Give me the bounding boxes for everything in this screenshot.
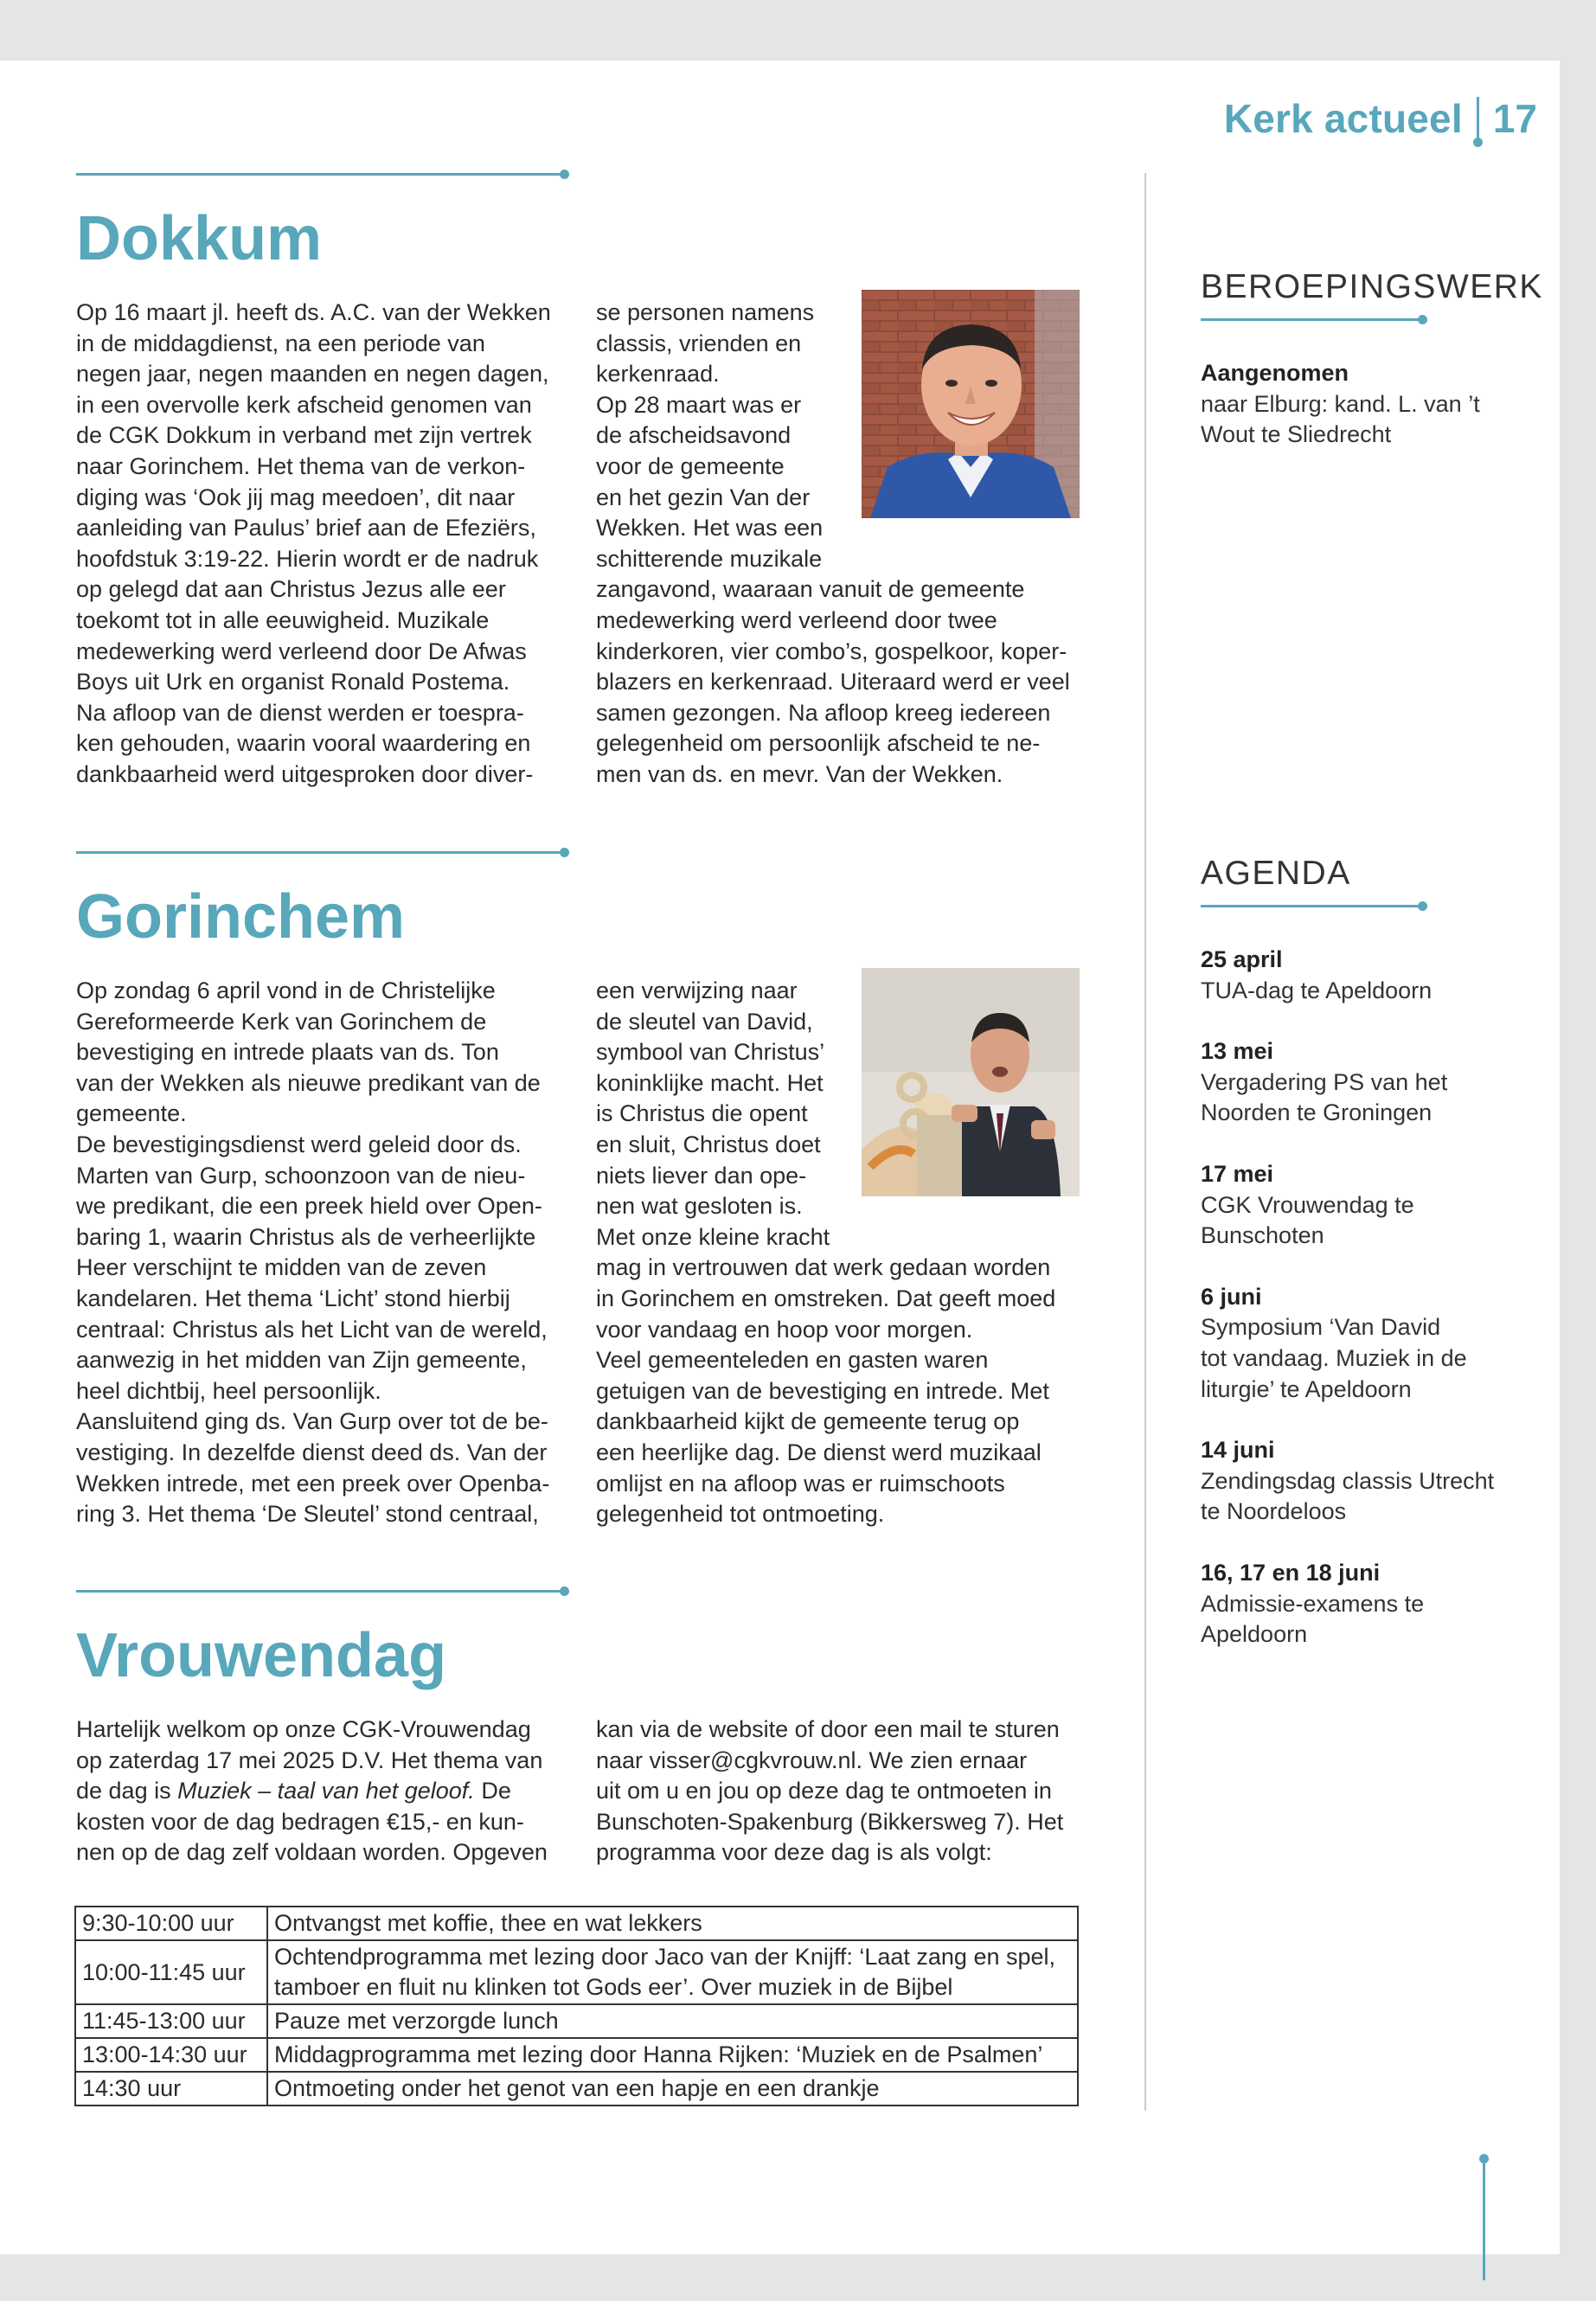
text-line: ken gehouden, waarin vooral waardering en (76, 730, 531, 757)
agenda-heading: AGENDA (1201, 855, 1351, 892)
text-line: Admissie-examens te (1201, 1590, 1425, 1617)
vrouwendag-column-1 (76, 1715, 567, 1868)
agenda-date: 17 mei (1201, 1160, 1274, 1187)
vrouwendag-title-rule (76, 1590, 566, 1593)
text-line: voor de gemeente (596, 452, 785, 479)
text-line: Op zondag 6 april vond in de Christelijke (76, 977, 496, 1003)
beroepingswerk-heading: BEROEPINGSWERK (1201, 268, 1543, 305)
agenda-item (1201, 1282, 1512, 1405)
text-line: samen gezongen. Na afloop kreeg iedereen (596, 699, 1051, 726)
agenda-date: 14 juni (1201, 1437, 1275, 1464)
text-line: een verwijzing naar (596, 977, 798, 1003)
text-line: Op 28 maart was er (596, 391, 802, 418)
schedule-time: 9:30-10:00 uur (75, 1907, 267, 1940)
text-line: gemeente. (76, 1100, 187, 1127)
agenda-item (1201, 1036, 1512, 1129)
text-line: nen op de dag zelf voldaan worden. Opgeven (76, 1839, 548, 1866)
text-line: Na afloop van de dienst werden er toespra- (76, 699, 524, 726)
schedule-activity: Middagprogramma met lezing door Hanna Rijken: ‘Muziek en de Psalmen’ (267, 2038, 1078, 2072)
vrouwendag-column-2 (596, 1715, 1087, 1868)
text-line: kerkenraad. (596, 361, 720, 388)
preaching-photo (862, 968, 1080, 1196)
schedule-time: 10:00-11:45 uur (75, 1940, 267, 2004)
agenda-date: 16, 17 en 18 juni (1201, 1559, 1381, 1586)
text-line: kosten voor de dag bedragen €15,- en kun- (76, 1808, 524, 1835)
text-line: we predikant, die een preek hield over Open- (76, 1193, 542, 1220)
schedule-activity: Ontmoeting onder het genot van een hapje en een drankje (267, 2072, 1078, 2106)
table-row (75, 1940, 1078, 2004)
text-line: negen jaar, negen maanden en negen dagen, (76, 361, 549, 388)
text-line (76, 1776, 567, 1807)
text-line: TUA-dag te Apeldoorn (1201, 977, 1433, 1003)
text-line: dankbaarheid werd uitgesproken door diver- (76, 760, 534, 787)
text-line: blazers en kerkenraad. Uiteraard werd er veel (596, 669, 1070, 695)
text-line: Veel gemeenteleden en gasten waren (596, 1347, 989, 1374)
text-line: naar Elburg: kand. L. van ’t (1201, 390, 1480, 417)
text-line: tot vandaag. Muziek in de (1201, 1344, 1467, 1371)
text-line: CGK Vrouwendag te (1201, 1191, 1414, 1218)
section-name: Kerk actueel (1223, 96, 1463, 141)
text-line: diging was ‘Ook jij mag meedoen’, dit naar (76, 484, 516, 510)
agenda-item (1201, 1558, 1512, 1650)
text-line: programma voor deze dag is als volgt: (596, 1839, 992, 1866)
table-row (75, 2038, 1078, 2072)
gorinchem-column-1 (76, 976, 567, 1530)
text-line: koninklijke macht. Het (596, 1069, 824, 1096)
running-head-separator (1477, 97, 1479, 140)
text-line: medewerking werd verleend door twee (596, 606, 997, 633)
agenda-date: 13 mei (1201, 1038, 1274, 1065)
gorinchem-title-rule (76, 851, 566, 854)
text-line: te Noordeloos (1201, 1498, 1347, 1525)
text-line: en sluit, Christus doet (596, 1131, 821, 1157)
page-frame-right (1560, 0, 1596, 2301)
preaching-image (862, 968, 1080, 1196)
agenda-item (1201, 945, 1512, 1006)
dokkum-title: Dokkum (76, 204, 323, 273)
text-line: classis, vrienden en (596, 330, 802, 356)
text-line: kandelaren. Het thema ‘Licht’ stond hierbij (76, 1285, 510, 1311)
text-line: kinderkoren, vier combo’s, gospelkoor, koper- (596, 638, 1067, 664)
text-line: Wout te Sliedrecht (1201, 421, 1392, 448)
text-span: naar (596, 1747, 650, 1773)
text-line: Wekken intrede, met een preek over Openba- (76, 1470, 550, 1497)
text-line: de afscheidsavond (596, 422, 792, 449)
text-line: Vergadering PS van het (1201, 1068, 1448, 1095)
text-line (596, 1746, 1087, 1777)
page-frame-top (0, 0, 1596, 61)
text-line: toekomt tot in alle eeuwigheid. Muzikale (76, 606, 490, 633)
portrait-image (862, 290, 1080, 518)
text-line: Aansluitend ging ds. Van Gurp over tot de be- (76, 1408, 548, 1435)
text-line: heel dichtbij, heel persoonlijk. (76, 1377, 381, 1404)
schedule-time: 14:30 uur (75, 2072, 267, 2106)
column-divider (1144, 173, 1146, 2111)
text-line: ring 3. Het thema ‘De Sleutel’ stond centraal, (76, 1501, 539, 1528)
text-line: getuigen van de bevestiging en intrede. Met (596, 1377, 1049, 1404)
dokkum-column-1 (76, 298, 567, 791)
text-line: Apeldoorn (1201, 1621, 1308, 1648)
text-line: Heer verschijnt te midden van de zeven (76, 1254, 487, 1281)
portrait-photo-van-der-wekken (862, 290, 1080, 518)
page-frame-bottom (0, 2254, 1596, 2301)
agenda-rule (1201, 905, 1424, 907)
page-number: 17 (1492, 96, 1537, 141)
text-line: niets liever dan ope- (596, 1162, 807, 1189)
text-line: is Christus die opent (596, 1100, 808, 1127)
text-line: hoofdstuk 3:19-22. Hierin wordt er de nadruk (76, 545, 539, 572)
agenda-date: 25 april (1201, 946, 1283, 972)
text-line: Bunschoten (1201, 1222, 1324, 1249)
text-line: aanwezig in het midden van Zijn gemeente, (76, 1347, 527, 1374)
text-line: op zaterdag 17 mei 2025 D.V. Het thema van (76, 1747, 543, 1773)
text-line: in de middagdienst, na een periode van (76, 330, 485, 356)
text-line: naar Gorinchem. Het thema van de verkon- (76, 452, 526, 479)
table-row (75, 1907, 1078, 1940)
schedule-activity: Ontvangst met koffie, thee en wat lekkers (267, 1907, 1078, 1940)
text-line: Wekken. Het was een (596, 515, 824, 542)
beroepingswerk-label: Aangenomen (1201, 360, 1349, 386)
running-head (1224, 95, 1537, 142)
text-line: Marten van Gurp, schoonzoon van de nieu- (76, 1162, 526, 1189)
schedule-activity: Ochtendprogramma met lezing door Jaco van der Knijff: ‘Laat zang en spel, tamboer en fluit nu klinken tot Gods eer’. Over muziek in de Bijbel (267, 1940, 1078, 2004)
text-line: centraal: Christus als het Licht van de wereld, (76, 1316, 548, 1343)
table-row (75, 2072, 1078, 2106)
schedule-time: 11:45-13:00 uur (75, 2004, 267, 2038)
text-line: Boys uit Urk en organist Ronald Postema. (76, 669, 510, 695)
agenda-item (1201, 1159, 1512, 1252)
gorinchem-title: Gorinchem (76, 882, 406, 952)
text-line: omlijst en na afloop was er ruimschoots (596, 1470, 1005, 1497)
event-theme: Muziek – taal van het geloof. (177, 1778, 475, 1804)
text-line: op gelegd dat aan Christus Jezus alle eer (76, 576, 506, 603)
email-link[interactable]: visser@cgkvrouw.nl (649, 1747, 856, 1773)
text-span: De (474, 1778, 511, 1804)
text-line: Zendingsdag classis Utrecht (1201, 1467, 1495, 1494)
text-span: . We zien ernaar (856, 1747, 1028, 1773)
agenda-item (1201, 1435, 1512, 1528)
text-line: in Gorinchem en omstreken. Dat geeft moed (596, 1285, 1056, 1311)
text-line: in een overvolle kerk afscheid genomen van (76, 391, 532, 418)
text-line: en het gezin Van der (596, 484, 811, 510)
text-line: dankbaarheid kijkt de gemeente terug op (596, 1408, 1020, 1435)
text-span: de dag is (76, 1778, 178, 1804)
text-line: aanleiding van Paulus’ brief aan de Efeziërs, (76, 515, 536, 542)
text-line: uit om u en jou op deze dag te ontmoeten in (596, 1778, 1052, 1804)
text-line: Symposium ‘Van David (1201, 1314, 1441, 1341)
text-line: gelegenheid om persoonlijk afscheid te ne- (596, 730, 1041, 757)
text-line: Hartelijk welkom op onze CGK-Vrouwendag (76, 1716, 531, 1742)
text-line: De bevestigingsdienst werd geleid door ds. (76, 1131, 522, 1157)
text-line: Gereformeerde Kerk van Gorinchem de (76, 1008, 487, 1035)
beroepingswerk-rule (1201, 318, 1424, 321)
dokkum-title-rule (76, 173, 566, 176)
text-line: kan via de website of door een mail te sturen (596, 1716, 1060, 1742)
text-line: van der Wekken als nieuwe predikant van de (76, 1069, 541, 1096)
agenda-list (1201, 945, 1512, 1681)
text-line: Met onze kleine kracht (596, 1223, 830, 1250)
text-line: Op 16 maart jl. heeft ds. A.C. van der Wekken (76, 299, 551, 325)
schedule-activity: Pauze met verzorgde lunch (267, 2004, 1078, 2038)
agenda-date: 6 juni (1201, 1283, 1262, 1310)
text-line: nen wat gesloten is. (596, 1193, 803, 1220)
text-line: Noorden te Groningen (1201, 1099, 1433, 1126)
program-schedule-table (74, 1906, 1079, 2106)
text-line: een heerlijke dag. De dienst werd muzikaal (596, 1439, 1042, 1465)
text-line: de sleutel van David, (596, 1008, 813, 1035)
text-line: medewerking werd verleend door De Afwas (76, 638, 527, 664)
text-line: vestiging. In dezelfde dienst deed ds. Van der (76, 1439, 548, 1465)
text-line: baring 1, waarin Christus als de verheerlijkte (76, 1223, 536, 1250)
beroepingswerk-entry (1201, 358, 1512, 451)
text-line: mag in vertrouwen dat werk gedaan worden (596, 1254, 1051, 1281)
text-line: liturgie’ te Apeldoorn (1201, 1375, 1412, 1402)
table-row (75, 2004, 1078, 2038)
text-line: se personen namens (596, 299, 815, 325)
schedule-time: 13:00-14:30 uur (75, 2038, 267, 2072)
text-line: gelegenheid tot ontmoeting. (596, 1501, 885, 1528)
text-line: bevestiging en intrede plaats van ds. Ton (76, 1039, 499, 1066)
text-line: schitterende muzikale (596, 545, 823, 572)
text-line: zangavond, waaraan vanuit de gemeente (596, 576, 1025, 603)
text-line: voor vandaag en hoop voor morgen. (596, 1316, 973, 1343)
text-line: men van ds. en mevr. Van der Wekken. (596, 760, 1003, 787)
vrouwendag-title: Vrouwendag (76, 1621, 447, 1690)
text-line: de CGK Dokkum in verband met zijn vertrek (76, 422, 532, 449)
text-line: symbool van Christus’ (596, 1039, 825, 1066)
bottom-accent-rule (1483, 2159, 1485, 2280)
text-line: Bunschoten-Spakenburg (Bikkersweg 7). Het (596, 1808, 1064, 1835)
